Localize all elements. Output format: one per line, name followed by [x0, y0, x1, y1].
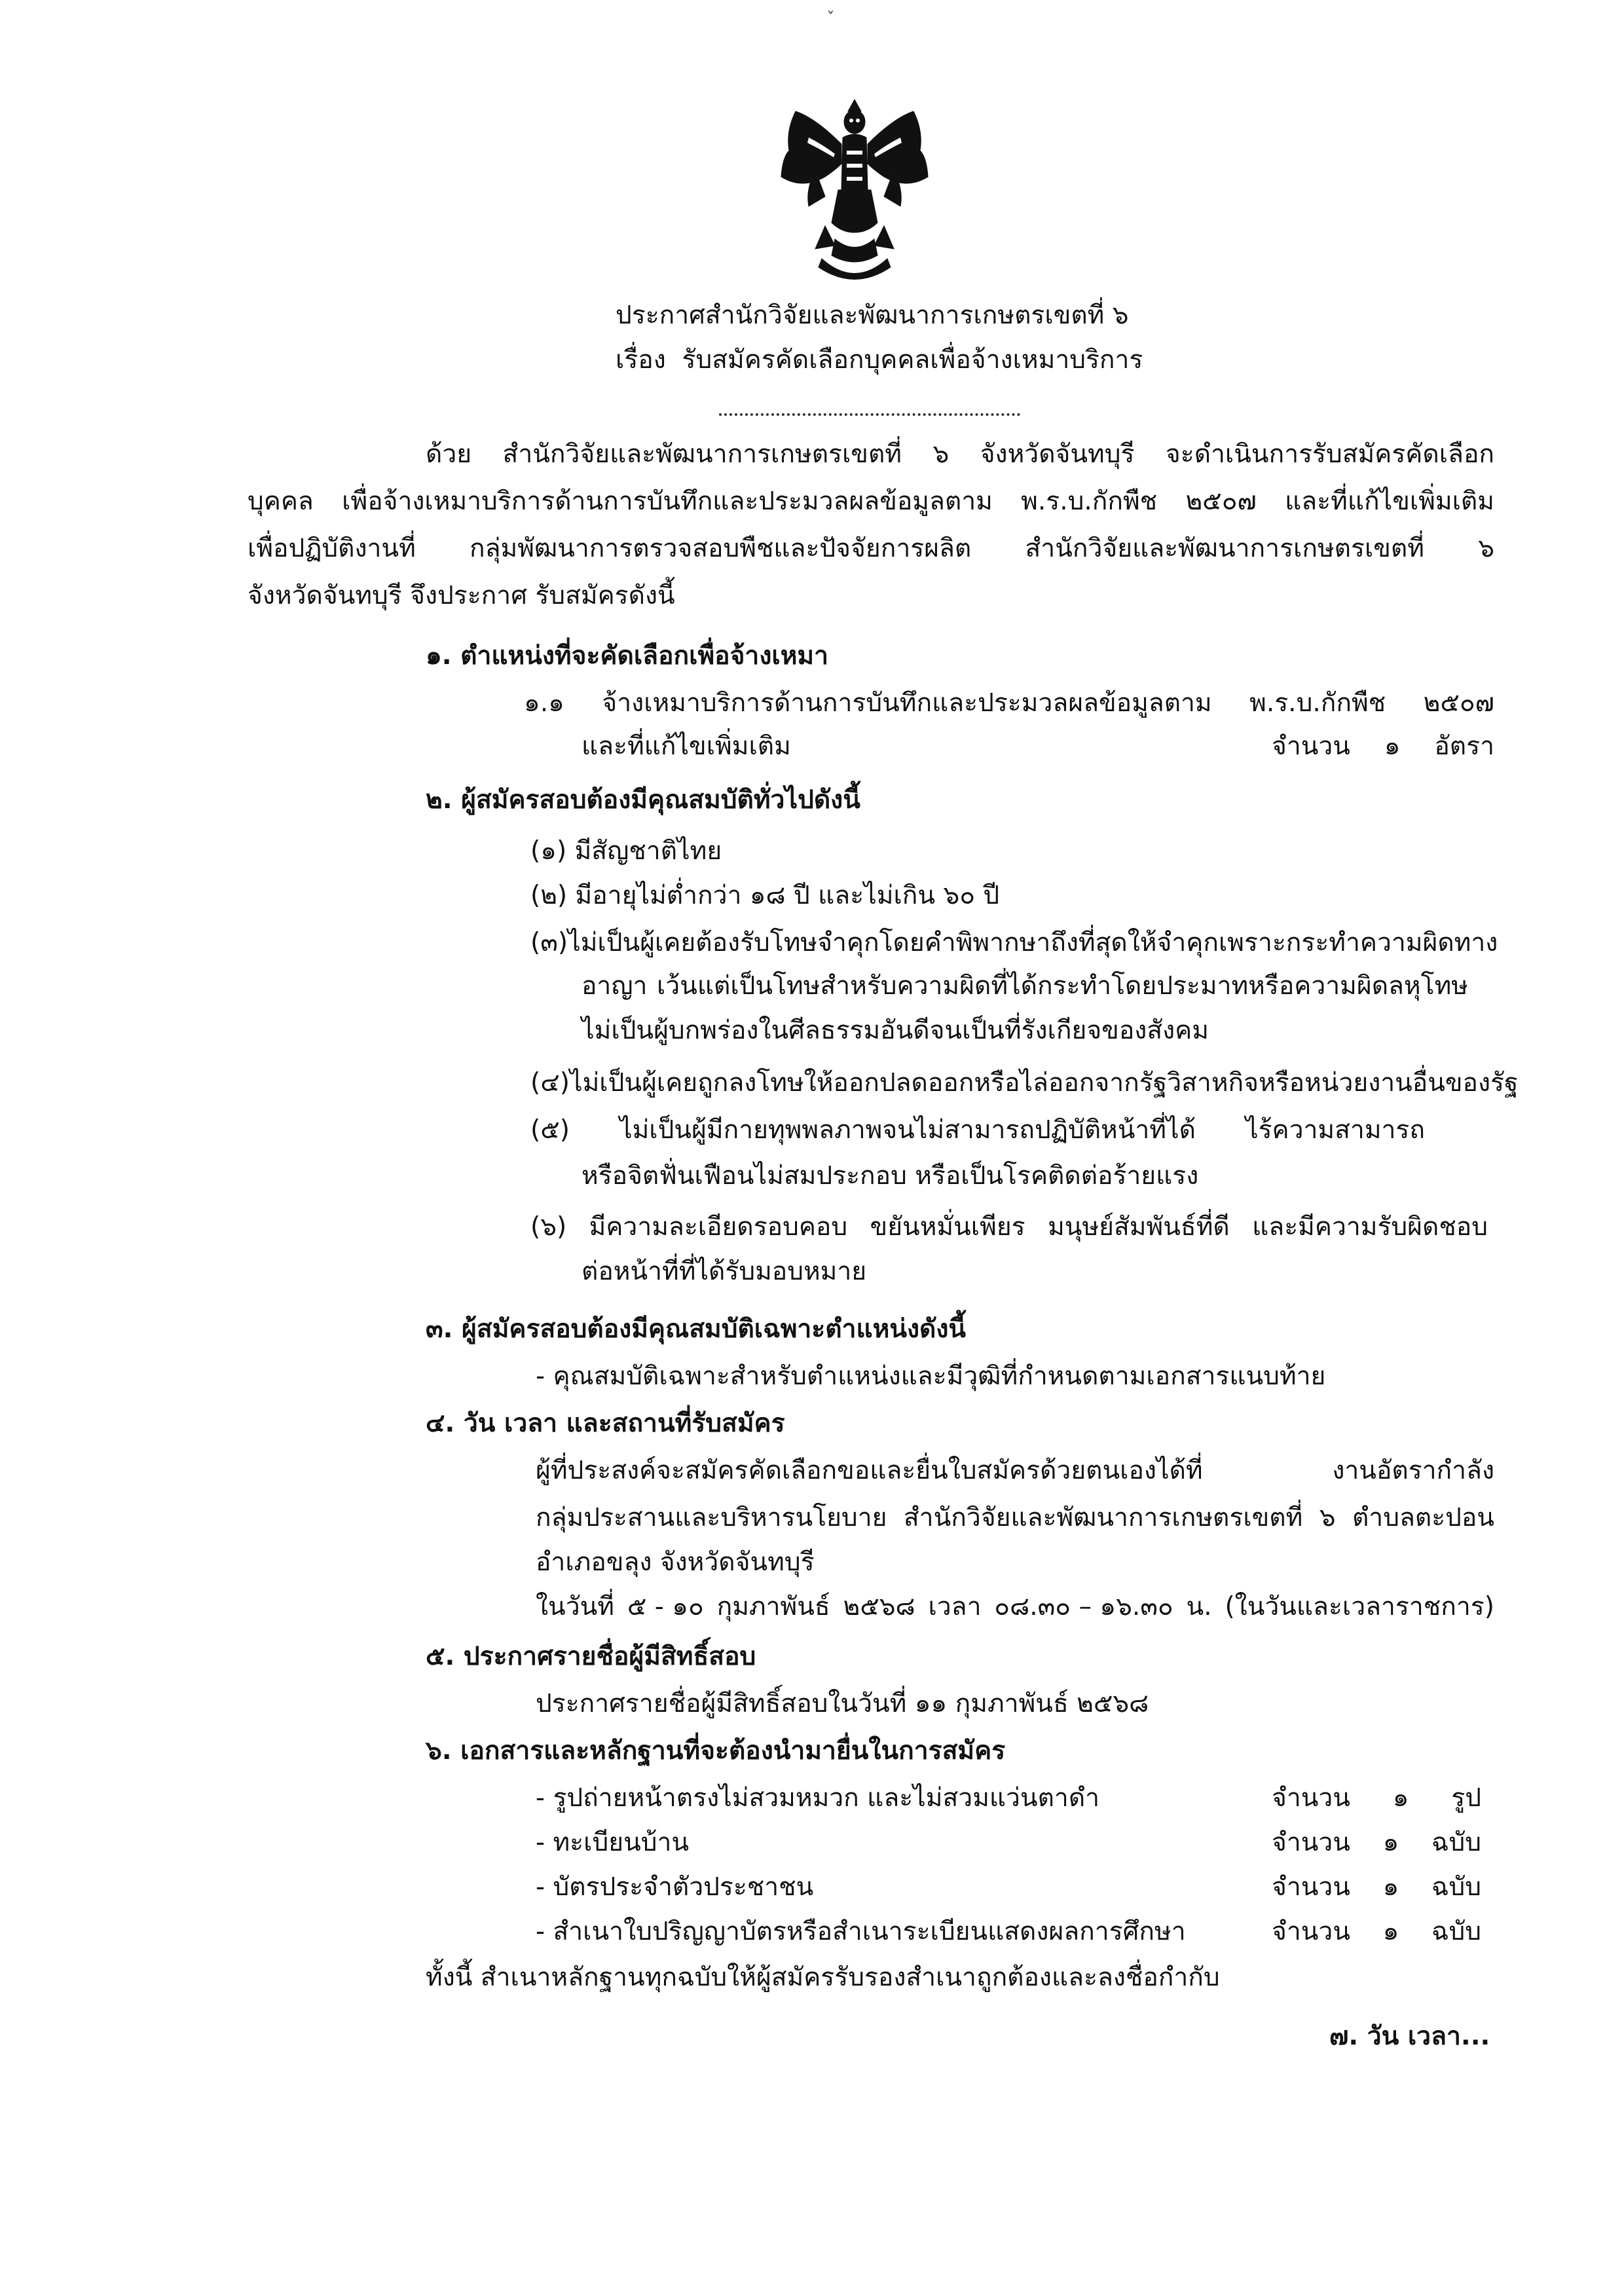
- qual-text: ไร้ความสามารถ: [1245, 1115, 1425, 1145]
- scan-speck: ˇ: [826, 9, 835, 29]
- intro-text: พ.ร.บ.กักพืช: [1021, 487, 1158, 516]
- intro-text: สำนักวิจัยและพัฒนาการเกษตรเขตที่: [502, 439, 902, 469]
- qualification-3-line-2: [581, 972, 1468, 1001]
- subject-text: รับสมัครคัดเลือกบุคคลเพื่อจ้างเหมาบริการ: [682, 345, 1143, 375]
- qual-text: ขยันหมั่นเพียร: [870, 1212, 1025, 1242]
- qualification-2: (๒) มีอายุไม่ต่ำกว่า ๑๘ ปี และไม่เกิน ๖๐ ปี: [530, 881, 1000, 910]
- title-separator: [719, 413, 1020, 416]
- section-1-quantity: [1272, 732, 1494, 762]
- section-5-heading: ๕. ประกาศรายชื่อผู้มีสิทธิ์สอบ: [426, 1642, 756, 1671]
- application-text: ผู้ที่ประสงค์จะสมัครคัดเลือกขอและยื่นใบสมัครด้วยตนเองได้ที่: [536, 1456, 1203, 1485]
- intro-text: ๒๕๐๗: [1185, 487, 1257, 516]
- qual-text: (๔): [530, 1068, 570, 1098]
- qual-text: ปลดออก: [879, 1068, 974, 1098]
- document-quantity: [1272, 1873, 1481, 1902]
- date-text: กุมภาพันธ์: [716, 1592, 830, 1621]
- application-dates: [536, 1593, 1494, 1622]
- qty-unit: รูป: [1451, 1783, 1481, 1813]
- qual-text: และมีความรับผิดชอบ: [1252, 1212, 1488, 1242]
- section-3-heading: ๓. ผู้สมัครสอบต้องมีคุณสมบัติเฉพาะตำแหน่งดังนี้: [426, 1314, 967, 1344]
- application-text: งานอัตรากำลัง: [1332, 1456, 1494, 1485]
- qty-number: ๑: [1384, 731, 1401, 761]
- date-text: ๕ - ๑๐: [627, 1592, 704, 1621]
- qty-label: จำนวน: [1272, 1917, 1350, 1946]
- qualification-1: (๑) มีสัญชาติไทย: [530, 836, 722, 866]
- document-item: - บัตรประจำตัวประชาชน: [536, 1872, 814, 1902]
- date-text: (ในวันและเวลาราชการ): [1225, 1592, 1494, 1621]
- item-text: พ.ร.บ.กักพืช: [1249, 688, 1386, 718]
- intro-line-4: จังหวัดจันทบุรี จึงประกาศ รับสมัครดังนี้: [248, 581, 675, 610]
- qualification-3-line-3: ไม่เป็นผู้บกพร่องในศีลธรรมอันดีจนเป็นที่รังเกียจของสังคม: [581, 1016, 1209, 1045]
- qty-label: จำนวน: [1272, 1872, 1350, 1902]
- qty-number: ๑: [1382, 1917, 1399, 1946]
- qual-text: ไม่เป็นผู้เคยต้องรับโทษจำคุกโดยคำพิพากษาถึงที่สุดให้จำคุก: [568, 928, 1219, 957]
- application-line-2: [536, 1504, 1494, 1533]
- section-1-heading: ๑. ตำแหน่งที่จะคัดเลือกเพื่อจ้างเหมา: [426, 641, 829, 671]
- qualification-6-line-1: [530, 1213, 1488, 1242]
- qty-number: ๑: [1382, 1828, 1399, 1857]
- intro-text: ด้วย: [426, 439, 472, 469]
- item-text: ๒๕๐๗: [1423, 688, 1494, 718]
- garuda-emblem: [769, 92, 940, 288]
- document-item: - ทะเบียนบ้าน: [536, 1828, 690, 1857]
- qual-text: มนุษย์สัมพันธ์ที่ดี: [1048, 1212, 1230, 1242]
- qual-text: (๕): [530, 1115, 570, 1145]
- qty-unit: ฉบับ: [1431, 1872, 1481, 1902]
- section-1-item-line-1: [524, 689, 1494, 718]
- intro-line-2: [248, 487, 1494, 517]
- application-text: ตำบลตะปอน: [1352, 1503, 1494, 1532]
- intro-line-3: [248, 534, 1494, 564]
- intro-text: ๖: [1478, 534, 1494, 563]
- application-line-1: [536, 1456, 1494, 1486]
- application-text: สำนักวิจัยและพัฒนาการเกษตรเขตที่: [903, 1503, 1303, 1532]
- section-2-heading: ๒. ผู้สมัครสอบต้องมีคุณสมบัติทั่วไปดังนี้: [426, 785, 860, 815]
- intro-text: และที่แก้ไขเพิ่มเติม: [1285, 487, 1494, 516]
- date-text: ๒๕๖๘: [843, 1592, 915, 1621]
- qualification-5-line-1: [530, 1116, 1425, 1145]
- qty-unit: ฉบับ: [1431, 1828, 1481, 1857]
- qualification-3-line-1: [530, 928, 1498, 958]
- qual-text: ไม่เป็นผู้มีกายทุพพลภาพจนไม่สามารถปฏิบัติหน้าที่ได้: [619, 1115, 1196, 1145]
- application-line-3: อำเภอขลุง จังหวัดจันทบุรี: [536, 1547, 815, 1577]
- document-note: ทั้งนี้ สำเนาหลักฐานทุกฉบับให้ผู้สมัครรับรองสำเนาถูกต้องและลงชื่อกำกับ: [426, 1963, 1220, 1992]
- intro-text: เพื่อจ้างเหมาบริการด้านการบันทึกและประมวลผลข้อมูลตาม: [342, 487, 993, 516]
- specific-qualification: - คุณสมบัติเฉพาะสำหรับตำแหน่งและมีวุฒิที่กำหนดตามเอกสารแนบท้าย: [536, 1361, 1326, 1391]
- qual-text: ไม่เป็นผู้เคยถูกลงโทษให้ออก: [569, 1068, 879, 1098]
- candidate-list-date: ประกาศรายชื่อผู้มีสิทธิ์สอบในวันที่ ๑๑ กุมภาพันธ์ ๒๕๖๘: [536, 1689, 1149, 1718]
- qual-text: หรือไล่ออกจากรัฐวิสาหกิจ: [974, 1068, 1259, 1098]
- intro-text: กลุ่มพัฒนาการตรวจสอบพืชและปัจจัยการผลิต: [470, 534, 972, 563]
- qty-label: จำนวน: [1272, 731, 1350, 761]
- qty-unit: ฉบับ: [1431, 1917, 1481, 1946]
- page-continuation: ๗. วัน เวลา...: [1329, 2022, 1490, 2051]
- qualification-4: [530, 1068, 1519, 1098]
- date-text: เวลา: [928, 1592, 982, 1621]
- intro-text: ๖: [932, 439, 950, 469]
- intro-text: จะดำเนินการรับสมัครคัดเลือก: [1165, 439, 1494, 469]
- qual-text: (๖): [530, 1212, 567, 1242]
- qual-text: เว้นแต่เป็นโทษสำหรับความผิดที่ได้กระทำโดยประมาทหรือความผิดลหุโทษ: [656, 971, 1468, 1001]
- subject-label: เรื่อง: [616, 345, 666, 375]
- qual-text: เพราะกระทำความผิดทาง: [1218, 928, 1498, 957]
- announcement-subject: [616, 346, 1143, 375]
- date-text: น.: [1186, 1592, 1212, 1621]
- item-text: จ้างเหมาบริการด้านการบันทึกและประมวลผลข้อมูลตาม: [602, 688, 1212, 718]
- date-text: ในวันที่: [536, 1592, 614, 1621]
- section-1-item-line-2: และที่แก้ไขเพิ่มเติม: [581, 731, 791, 761]
- document-item: - สำเนาใบปริญญาบัตรหรือสำเนาระเบียนแสดงผลการศึกษา: [536, 1917, 1186, 1946]
- section-6-heading: ๖. เอกสารและหลักฐานที่จะต้องนำมายื่นในการสมัคร: [426, 1736, 1006, 1766]
- application-text: ๖: [1319, 1503, 1336, 1532]
- document-quantity: [1272, 1828, 1481, 1858]
- announcement-title: ประกาศสำนักวิจัยและพัฒนาการเกษตรเขตที่ ๖: [616, 301, 1129, 330]
- intro-text: สำนักวิจัยและพัฒนาการเกษตรเขตที่: [1025, 534, 1424, 563]
- qty-label: จำนวน: [1272, 1783, 1350, 1813]
- qty-number: ๑: [1392, 1783, 1409, 1813]
- document-quantity: [1272, 1784, 1481, 1813]
- document-quantity: [1272, 1917, 1481, 1947]
- intro-text: จังหวัดจันทบุรี: [980, 439, 1135, 469]
- intro-text: บุคคล: [248, 487, 314, 516]
- qualification-6-line-2: ต่อหน้าที่ที่ได้รับมอบหมาย: [581, 1257, 867, 1286]
- qty-unit: อัตรา: [1434, 731, 1494, 761]
- item-number: ๑.๑: [524, 688, 564, 718]
- document-item: - รูปถ่ายหน้าตรงไม่สวมหมวก และไม่สวมแว่นตาดำ: [536, 1783, 1100, 1813]
- qual-text: (๓): [530, 928, 568, 957]
- qty-label: จำนวน: [1272, 1828, 1350, 1857]
- qualification-5-line-2: หรือจิตฟั่นเฟือนไม่สมประกอบ หรือเป็นโรคติดต่อร้ายแรง: [581, 1161, 1199, 1191]
- qty-number: ๑: [1382, 1872, 1399, 1902]
- qual-text: มีความละเอียดรอบคอบ: [589, 1212, 848, 1242]
- section-4-heading: ๔. วัน เวลา และสถานที่รับสมัคร: [426, 1409, 785, 1438]
- qual-text: อาญา: [581, 971, 648, 1001]
- application-text: กลุ่มประสานและบริหารนโยบาย: [536, 1503, 887, 1532]
- qual-text: หรือหน่วยงานอื่นของรัฐ: [1259, 1068, 1519, 1098]
- date-text: ๐๘.๓๐ – ๑๖.๓๐: [994, 1592, 1173, 1621]
- intro-text: เพื่อปฏิบัติงานที่: [248, 534, 416, 563]
- intro-line-1: [426, 440, 1494, 470]
